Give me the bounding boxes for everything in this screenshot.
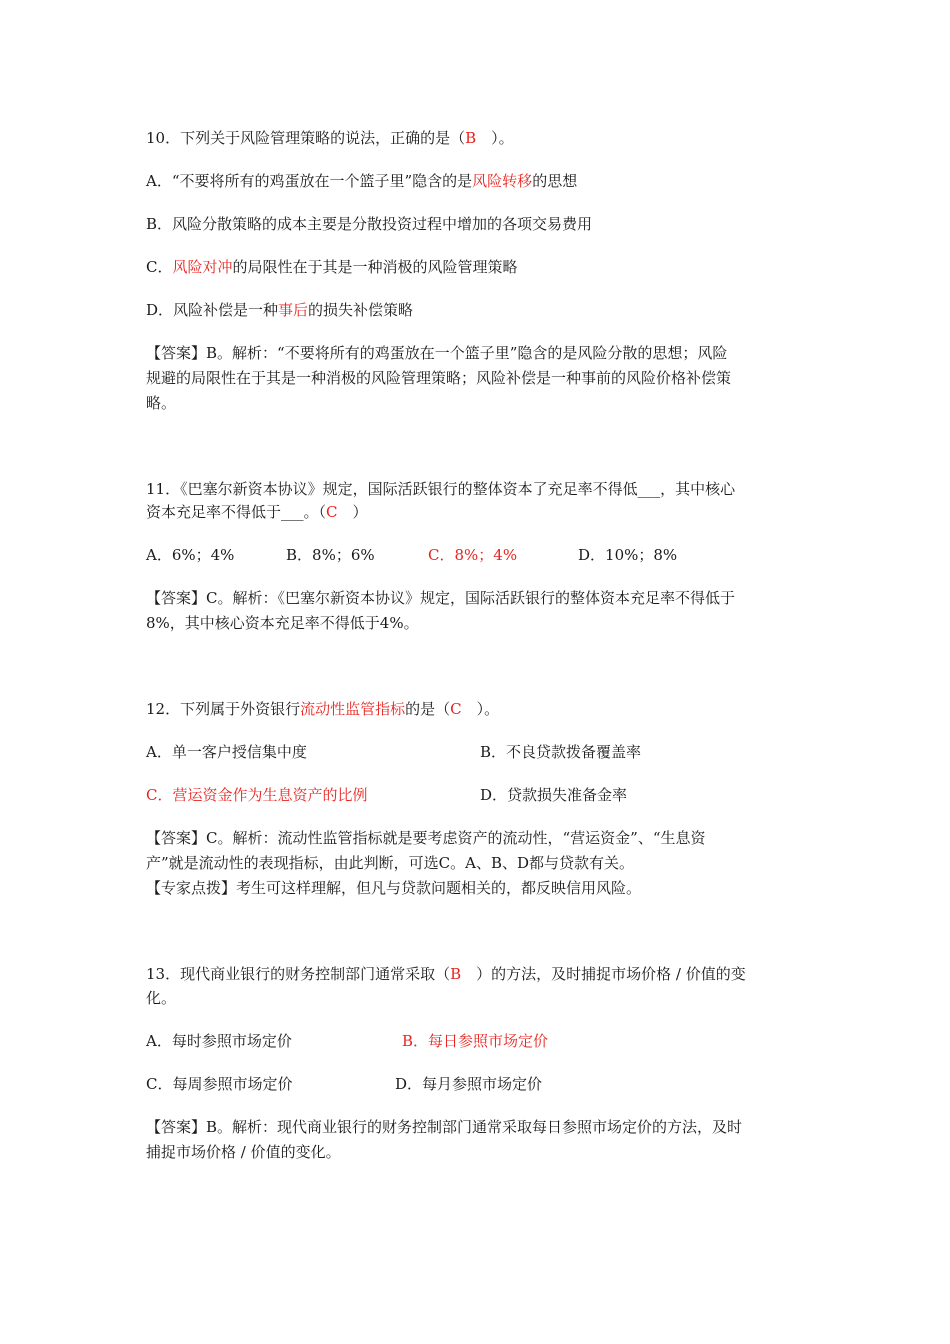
q13-stem-line-2: 化。 [146,989,177,1007]
highlight-term: 风险对冲 [172,258,233,276]
q10-option-b: B．风险分散策略的成本主要是分散投资过程中增加的各项交易费用 [146,215,593,233]
q11-option-b: B．8%；6% [286,546,375,564]
q12-expert-tip: 【专家点拨】考生可这样理解，但凡与贷款问题相关的，都反映信用风险。 [146,879,642,897]
q11-option-d: D．10%；8% [578,546,678,564]
q10-option-a: A．“不要将所有的鸡蛋放在一个篮子里”隐含的是风险转移的思想 [146,172,578,190]
q12-option-b: B．不良贷款拨备覆盖率 [480,743,642,761]
q12-answer-line-2: 产”就是流动性的表现指标，由此判断，可选C。A、B、D都与贷款有关。 [146,854,635,872]
q10-option-c: C．风险对冲的局限性在于其是一种消极的风险管理策略 [146,258,518,276]
q11-answer-line-1: 【答案】C。解析：《巴塞尔新资本协议》规定，国际活跃银行的整体资本充足率不得低于 [146,589,735,607]
q11-stem-line-1: 11．《巴塞尔新资本协议》规定，国际活跃银行的整体资本了充足率不得低___，其中核心 [146,480,736,498]
q13-option-a: A．每时参照市场定价 [146,1032,292,1050]
q13-answer-line-2: 捕捉市场价格 / 价值的变化。 [146,1143,341,1161]
q10-answer-mark: B [465,129,477,147]
q10-answer-line-3: 略。 [146,394,177,412]
q11-answer-line-2: 8%，其中核心资本充足率不得低于4%。 [146,614,419,632]
q12-stem: 12．下列属于外资银行流动性监管指标的是（C ）。 [146,700,500,718]
q13-answer-mark: B [450,965,462,983]
highlight-term: 流动性监管指标 [300,700,406,718]
q13-option-b: B．每日参照市场定价 [402,1032,549,1050]
q13-option-d: D．每月参照市场定价 [395,1075,543,1093]
q13-stem-line-1: 13．现代商业银行的财务控制部门通常采取（B ）的方法，及时捕捉市场价格 / 价值的变 [146,965,746,983]
q12-option-d: D．贷款损失准备金率 [480,786,628,804]
q11-answer-mark: C [326,503,338,521]
highlight-term: 风险转移 [472,172,533,190]
q13-answer-line-1: 【答案】B。解析：现代商业银行的财务控制部门通常采取每日参照市场定价的方法，及时 [146,1118,743,1136]
q13-option-c: C．每周参照市场定价 [146,1075,293,1093]
q12-option-c: C．营运资金作为生息资产的比例 [146,786,368,804]
q10-option-d: D．风险补偿是一种事后的损失补偿策略 [146,301,414,319]
q11-option-a: A．6%；4% [146,546,235,564]
highlight-term: 事后 [278,301,309,319]
q10-answer-line-2: 规避的局限性在于其是一种消极的风险管理策略；风险补偿是一种事前的风险价格补偿策 [146,369,732,387]
q11-option-c: C．8%；4% [428,546,518,564]
q10-stem: 10．下列关于风险管理策略的说法，正确的是（B ）。 [146,129,514,147]
q12-answer-mark: C [450,700,462,718]
q12-option-a: A．单一客户授信集中度 [146,743,307,761]
q12-answer-line-1: 【答案】C。解析：流动性监管指标就是要考虑资产的流动性，“营运资金”、“生息资 [146,829,706,847]
q10-answer-line-1: 【答案】B。解析：“不要将所有的鸡蛋放在一个篮子里”隐含的是风险分散的思想；风险 [146,344,728,362]
q11-stem-line-2: 资本充足率不得低于___。（C ） [146,503,368,521]
